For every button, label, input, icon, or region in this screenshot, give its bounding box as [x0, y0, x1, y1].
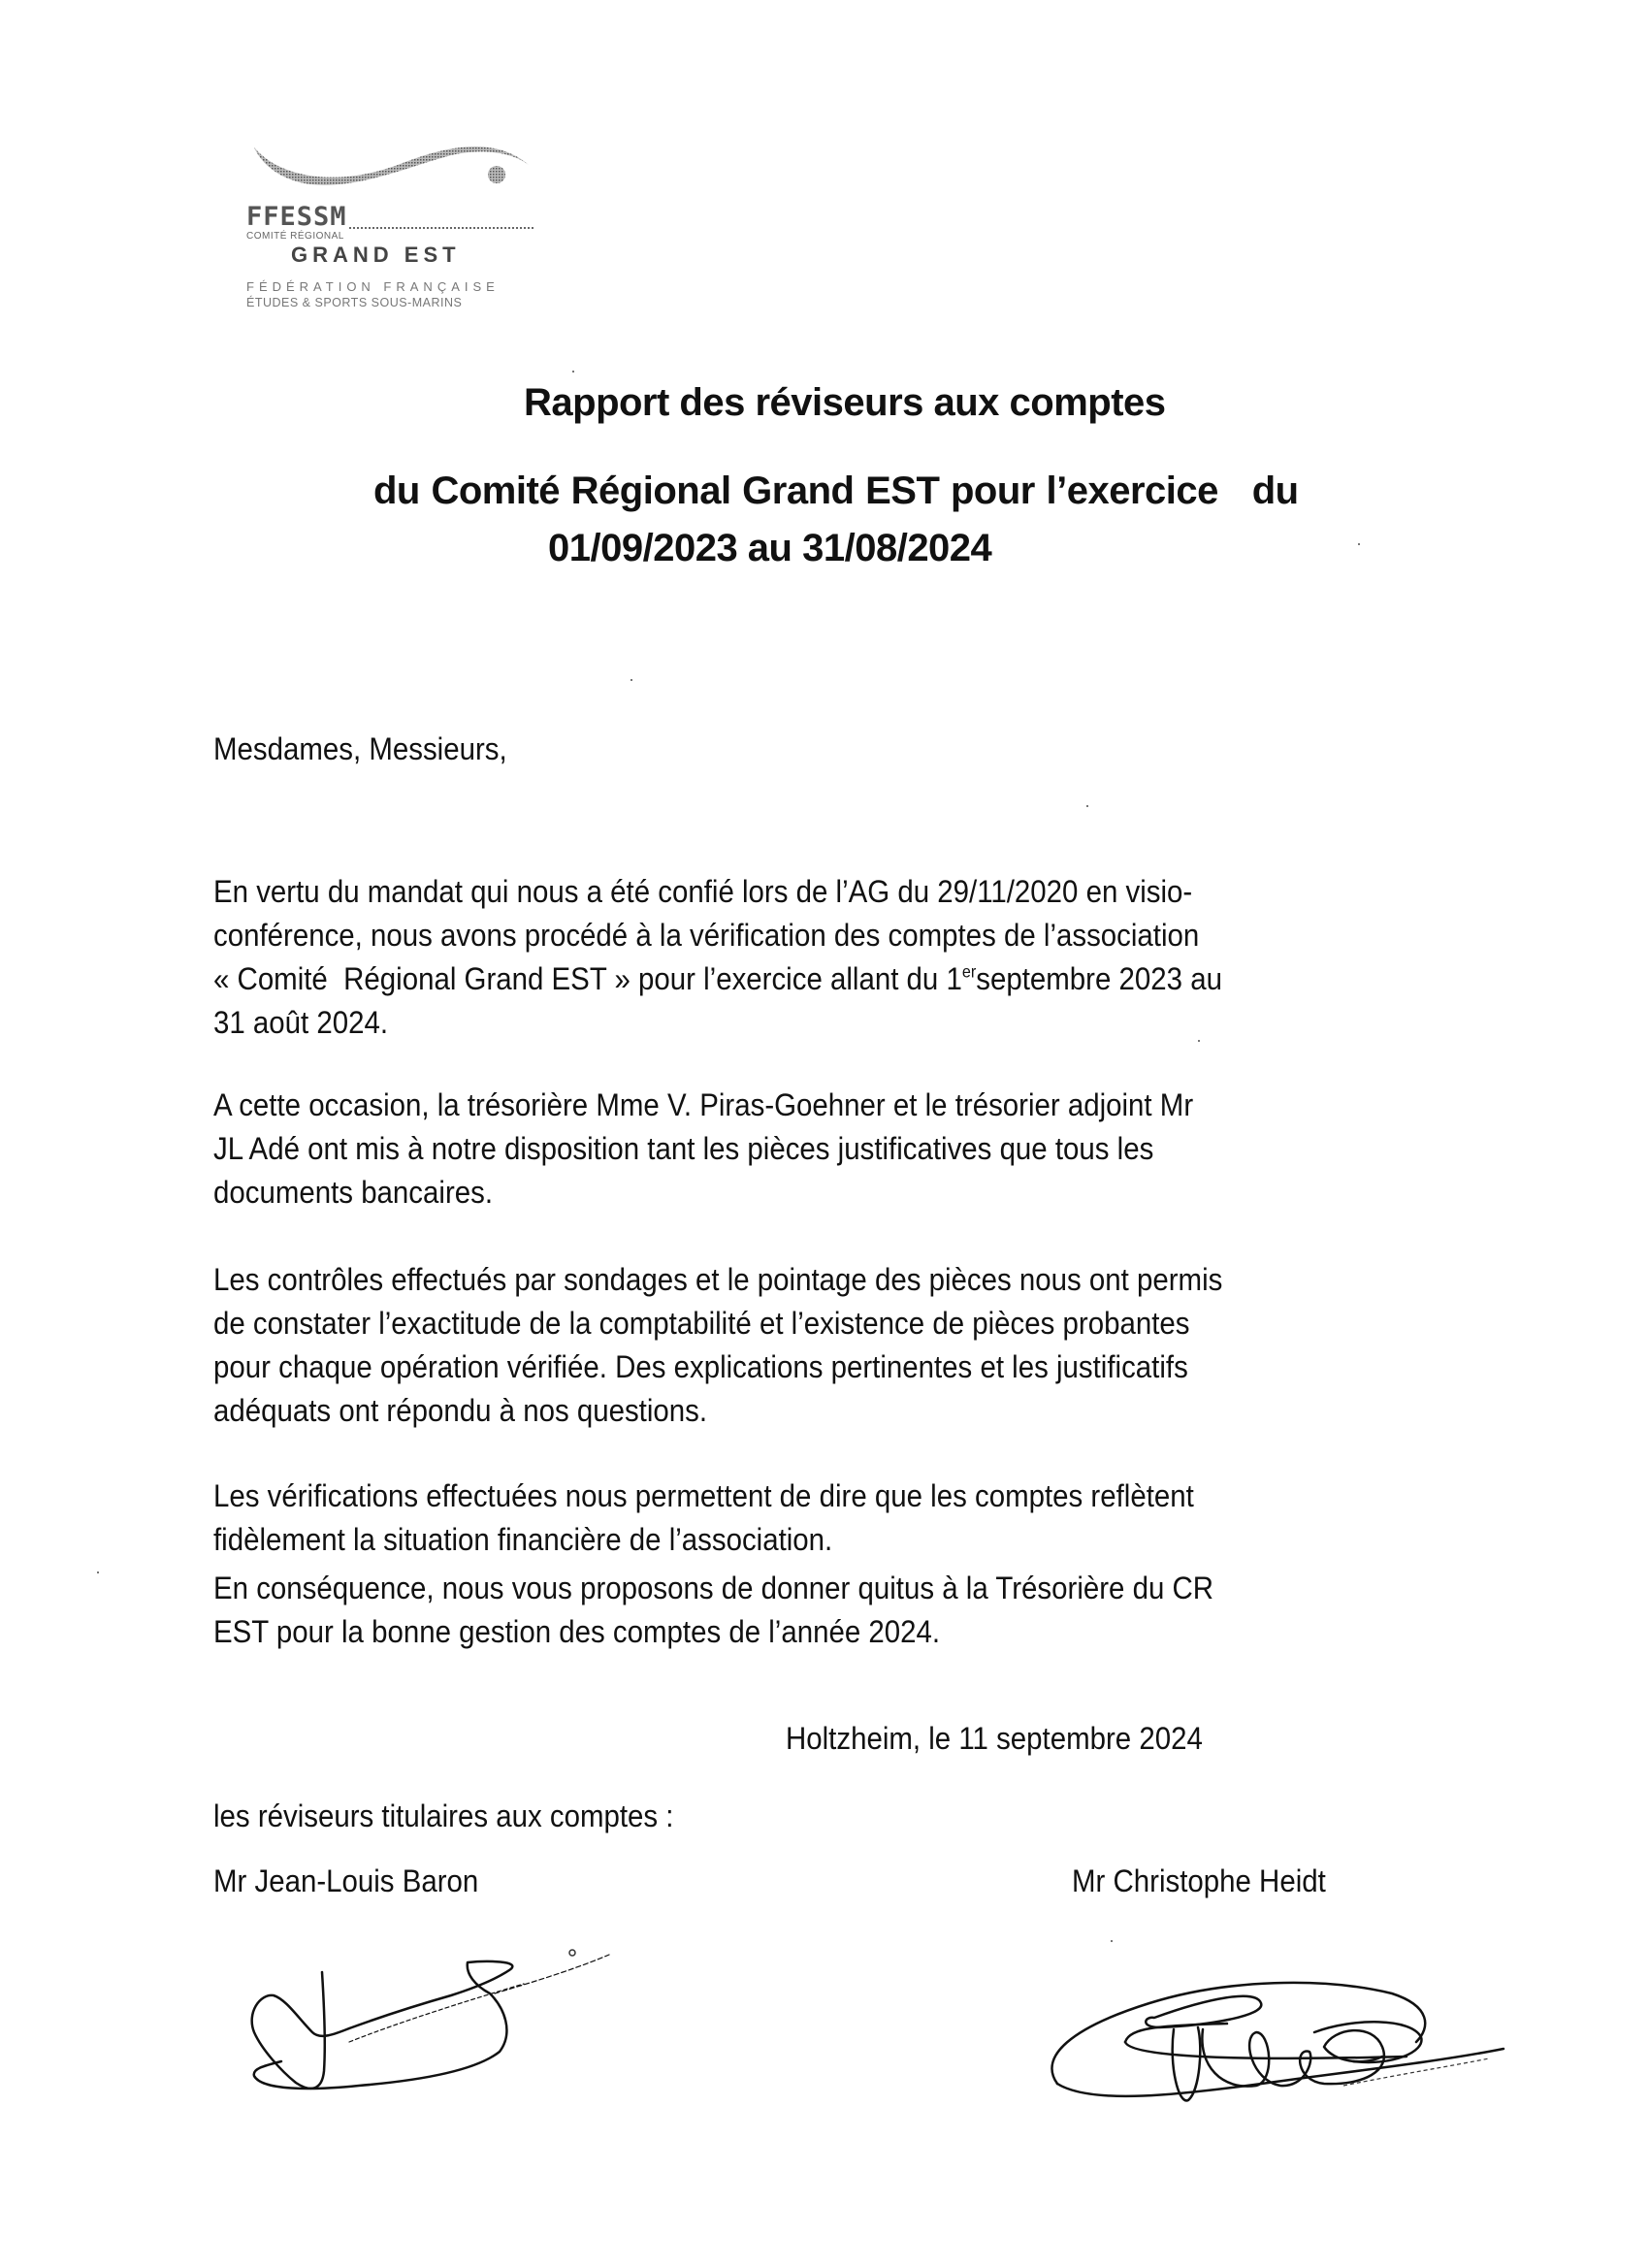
text-segment: septembre 2023 au [976, 961, 1222, 996]
text-line: pour chaque opération vérifiée. Des explications pertinentes et les justificatifs [213, 1349, 1188, 1384]
text-line: adéquats ont répondu à nos questions. [213, 1393, 708, 1428]
scan-speck [1198, 1040, 1200, 1042]
text-segment: « Comité Régional Grand EST » pour l’exercice allant du 1 [213, 961, 962, 996]
federation-line-1: FÉDÉRATION FRANÇAISE [246, 279, 500, 294]
paragraph-mandate [213, 870, 1222, 1045]
text-line: En vertu du mandat qui nous a été confié lors de l’AG du 29/11/2020 en visio- [213, 874, 1193, 909]
place-date: Holtzheim, le 11 septembre 2024 [786, 1721, 1203, 1756]
committee-label: COMITÉ RÉGIONAL [246, 231, 344, 242]
logo-divider [349, 227, 534, 229]
signer-name-left: Mr Jean-Louis Baron [213, 1863, 479, 1898]
superscript: er [961, 961, 977, 982]
text-line: Les contrôles effectués par sondages et le pointage des pièces nous ont permis [213, 1262, 1223, 1297]
federation-line-2: ÉTUDES & SPORTS SOUS-MARINS [246, 296, 463, 309]
text-line: conférence, nous avons procédé à la vérification des comptes de l’association [213, 918, 1200, 953]
title-line-1: Rapport des réviseurs aux comptes [524, 381, 1166, 424]
text-line: de constater l’exactitude de la comptabilité et l’existence de pièces probantes [213, 1306, 1190, 1341]
paragraph-verifications [213, 1474, 1194, 1562]
paragraph-controls [213, 1258, 1222, 1433]
paragraph-discharge [213, 1567, 1213, 1654]
text-line [213, 957, 1222, 1001]
signature-right-icon [1033, 1960, 1557, 2115]
scan-speck [572, 371, 574, 373]
text-line: Les vérifications effectuées nous permettent de dire que les comptes reflètent [213, 1478, 1194, 1513]
text-line: A cette occasion, la trésorière Mme V. Piras-Goehner et le trésorier adjoint Mr [213, 1087, 1194, 1122]
text-line: EST pour la bonne gestion des comptes de l’année 2024. [213, 1614, 941, 1649]
text-line: documents bancaires. [213, 1175, 494, 1210]
text-line: JL Adé ont mis à notre disposition tant les pièces justificatives que tous les [213, 1131, 1154, 1166]
signature-left-icon [242, 1926, 611, 2110]
region-name: GRAND EST [291, 243, 461, 267]
title-line-2: du Comité Régional Grand EST pour l’exercice du [373, 470, 1299, 512]
scan-speck [1358, 543, 1360, 545]
scan-speck [1111, 1940, 1113, 1942]
org-acronym: FFESSM [246, 202, 347, 232]
title-line-3: 01/09/2023 au 31/08/2024 [548, 527, 992, 569]
text-line: En conséquence, nous vous proposons de donner quitus à la Trésorière du CR [213, 1571, 1214, 1605]
paragraph-treasurers [213, 1084, 1193, 1215]
signers-label: les réviseurs titulaires aux comptes : [213, 1798, 674, 1833]
wave-emblem-icon [242, 136, 543, 204]
scan-speck [630, 679, 632, 681]
signer-name-right: Mr Christophe Heidt [1072, 1863, 1326, 1898]
scan-speck [1086, 805, 1088, 807]
ffessm-logo [242, 136, 543, 320]
scan-speck [97, 1571, 99, 1573]
text-line: fidèlement la situation financière de l’association. [213, 1522, 833, 1557]
salutation: Mesdames, Messieurs, [213, 731, 507, 766]
text-line: 31 août 2024. [213, 1005, 389, 1040]
